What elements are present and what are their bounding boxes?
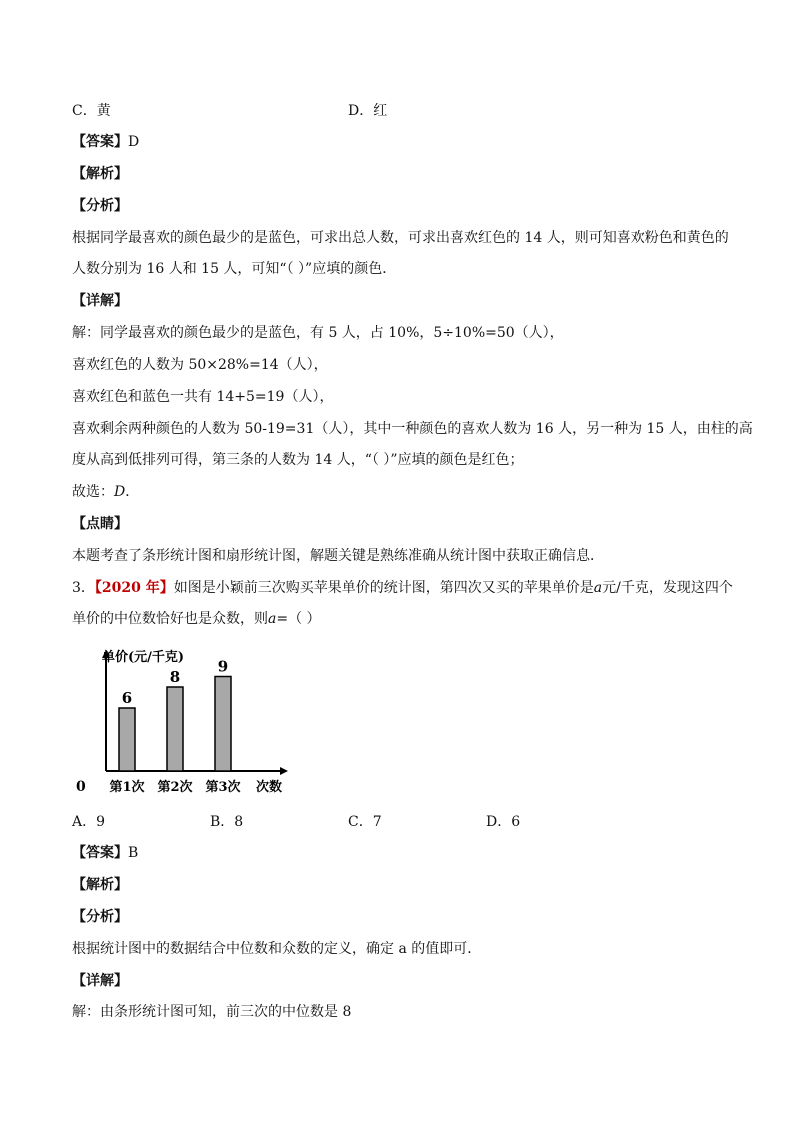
q3-answer-value: B: [128, 845, 139, 861]
option-a: A．9: [72, 814, 106, 830]
xiangjie-heading: 【详解】: [72, 293, 128, 309]
category-label: 第2次: [157, 780, 193, 795]
answer-line: [72, 132, 139, 152]
q3-answer-label: 【答案】: [72, 845, 128, 861]
solution-line-3: 喜欢红色和蓝色一共有 14+5=19（人），: [72, 389, 334, 405]
q3-solution-line-1: 解：由条形统计图可知，前三次的中位数是 8: [72, 1004, 352, 1020]
fenxi-text-1: 根据同学最喜欢的颜色最少的是蓝色，可求出总人数，可求出喜欢红色的 14 人，则可知喜欢粉色和黄色的: [72, 230, 729, 246]
fenxi-heading: 【分析】: [72, 198, 128, 214]
category-label: 第1次: [109, 780, 145, 795]
dianjing-text: 本题考查了条形统计图和扇形统计图，解题关键是熟练准确从统计图中获取正确信息．: [72, 548, 604, 564]
q3-jiexi-heading: 【解析】: [72, 877, 128, 893]
origin-label: 0: [76, 779, 86, 795]
data-label: 9: [217, 657, 229, 676]
data-label: 6: [121, 689, 133, 707]
category-label: 第3次: [205, 780, 241, 795]
x-axis-label: 次数: [255, 780, 283, 795]
solution-line-6: [72, 482, 139, 502]
fenxi-text-2: 人数分别为 16 人和 15 人，可知“（ ）”应填的颜色．: [72, 261, 397, 277]
option-c: C．黄: [72, 103, 111, 119]
conclusion-prefix: 故选：: [72, 484, 114, 500]
question-number: 3．: [72, 580, 95, 596]
solution-line-2: 喜欢红色的人数为 50×28%=14（人），: [72, 357, 328, 373]
stem-text-2b: =（ ）: [276, 611, 321, 627]
solution-line-5: 度从高到低排列可得，第三条的人数为 14 人，“（ ）”应填的颜色是红色；: [72, 452, 524, 468]
stem-text-1b: 元/千克，发现这四个: [602, 580, 733, 596]
answer-value: D: [128, 134, 140, 150]
conclusion-suffix: ．: [125, 484, 140, 500]
variable-a-2: a: [268, 611, 277, 627]
option-d-q3: D．6: [486, 814, 521, 830]
option-d: D．红: [348, 103, 388, 119]
q3-fenxi-text: 根据统计图中的数据结合中位数和众数的定义，确定 a 的值即可．: [72, 941, 482, 957]
q3-answer-line: [72, 843, 138, 863]
conclusion-value: D: [114, 484, 126, 500]
x-axis-arrow: [280, 767, 288, 775]
solution-line-4: 喜欢剩余两种颜色的人数为 50-19=31（人），其中一种颜色的喜欢人数为 16 人，另一种为 15 人，由柱的高: [72, 421, 753, 437]
bar: [167, 687, 183, 771]
y-axis-label: 单价(元/千克): [102, 650, 185, 665]
option-c-q3: C．7: [348, 814, 382, 830]
stem-text-2a: 单价的中位数恰好也是众数，则: [72, 611, 268, 627]
year-tag: 【2020 年】: [94, 580, 174, 596]
stem-text-1: 如图是小颖前三次购买苹果单价的统计图，第四次又买的苹果单价是: [173, 580, 594, 596]
q3-fenxi-heading: 【分析】: [72, 909, 128, 925]
option-b: B．8: [210, 814, 244, 830]
variable-a: a: [593, 580, 603, 596]
q3-xiangjie-heading: 【详解】: [72, 973, 128, 989]
q3-stem-line-1: [72, 578, 733, 598]
answer-label: 【答案】: [72, 134, 128, 150]
price-bar-chart: [70, 646, 300, 806]
jiexi-heading: 【解析】: [72, 166, 128, 182]
data-label: 8: [169, 668, 181, 686]
bar: [119, 708, 135, 771]
solution-line-1: 解：同学最喜欢的颜色最少的是蓝色，有 5 人，占 10%，5÷10%=50（人），: [72, 325, 564, 341]
dianjing-heading: 【点睛】: [72, 516, 128, 532]
bar: [215, 677, 231, 772]
q3-stem-line-2: [72, 609, 321, 629]
